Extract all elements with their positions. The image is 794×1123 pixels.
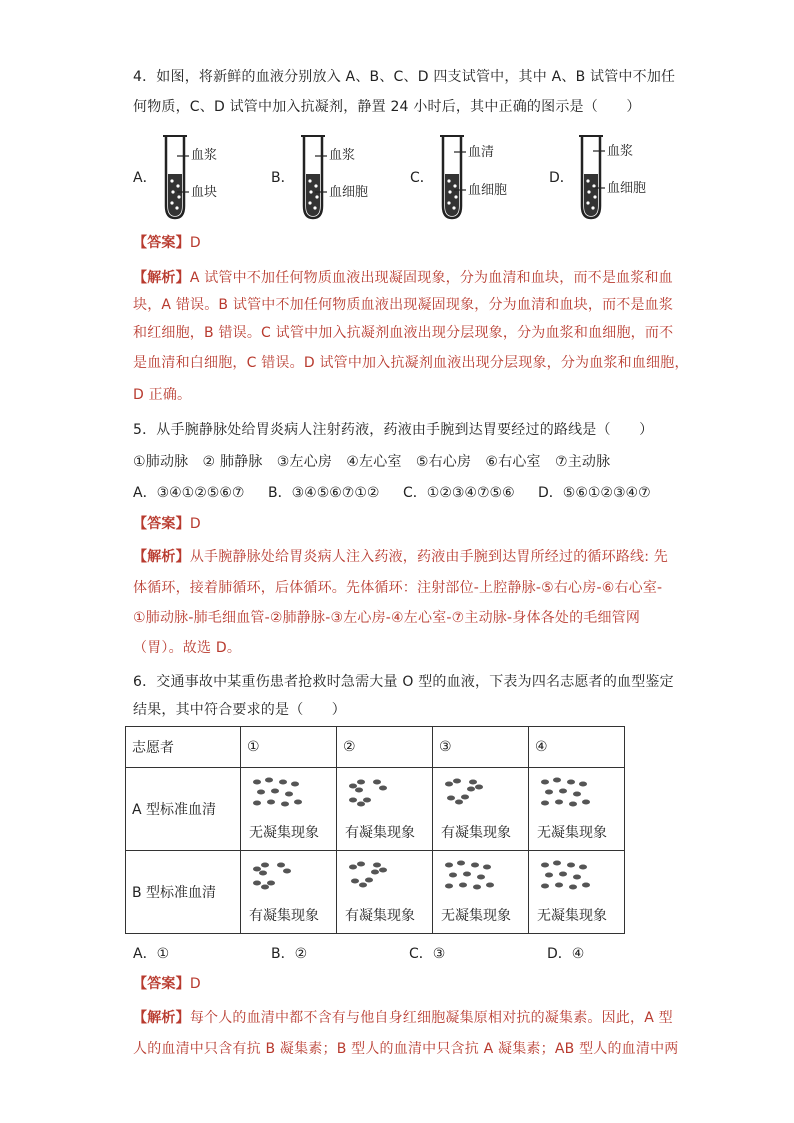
option-c: C．③ [409,946,446,962]
table-cell [433,851,529,934]
row-label: B 型标准血清 [126,851,241,934]
answer-value: D [189,976,201,992]
table-cell [241,851,337,934]
q5-items: ①肺动脉 ② 肺静脉 ③左心房 ④左心室 ⑤右心房 ⑥右心室 ⑦主动脉 [133,454,611,470]
test-tube-layered-icon [436,134,468,222]
scattered-cells-icon [539,776,593,812]
analysis-text: 从手腕静脉处给胃炎病人注入药液，药液由手腕到达胃所经过的循环路线: 先 [189,549,668,565]
clumped-cells-icon [251,859,305,895]
answer-value: D [189,516,201,532]
q4-analysis-line3: 和红细胞，B 错误。C 试管中加入抗凝剂血液出现分层现象，分为血浆和血细胞，而不 [133,325,674,341]
analysis-tag: 【解析】 [133,1010,190,1026]
tube-figure-d [549,134,659,224]
q4-answer [133,233,663,253]
table-cell [337,768,433,851]
tube-top-label: 血浆 [607,144,634,159]
tube-bottom-label: 血细胞 [607,181,647,196]
q4-analysis-line4: 是血清和白细胞，C 错误。D 试管中加入抗凝剂血液出现分层现象，分为血浆和血细胞， [133,355,689,371]
tube-letter: A． [133,170,157,186]
table-header-row [126,727,625,768]
table-header-cell: ④ [529,727,625,768]
table-header-cell: ② [337,727,433,768]
tube-bottom-label: 血细胞 [329,185,369,200]
scattered-cells-icon [443,859,497,895]
cell-result: 有凝集现象 [345,825,415,841]
table-cell [433,768,529,851]
cell-result: 无凝集现象 [537,825,607,841]
answer-tag: 【答案】 [133,235,190,251]
q4-analysis-line1 [133,268,673,288]
tube-figure-c [410,134,520,224]
q4-stem-line1: 4．如图，将新鲜的血液分别放入 A、B、C、D 四支试管中，其中 A、B 试管中不加任 [133,69,676,85]
option-d: D．⑤⑥①②③④⑦ [538,485,651,501]
q5-analysis-line1 [133,547,668,567]
q6-analysis-line1 [133,1008,673,1028]
tube-top-label: 血清 [468,145,495,160]
tube-letter: D． [549,170,574,186]
cell-result: 无凝集现象 [537,908,607,924]
answer-tag: 【答案】 [133,976,190,992]
table-cell [337,851,433,934]
table-row [126,768,625,851]
tube-bottom-label: 血细胞 [468,183,508,198]
q5-analysis-line3: ①肺动脉-肺毛细血管-②肺静脉-③左心房-④左心室-⑦主动脉-身体各处的毛细管网 [133,610,641,626]
test-tube-layered-icon [575,134,607,222]
cell-result: 有凝集现象 [345,908,415,924]
blood-type-table [125,726,625,934]
option-b: B．② [271,946,308,962]
table-cell [529,768,625,851]
option-a: A．① [133,946,170,962]
tube-letter: C． [410,170,434,186]
q6-answer [133,974,663,994]
q4-analysis-line5: D 正确。 [133,387,192,403]
tube-letter: B． [271,170,295,186]
q6-analysis-line2: 人的血清中只含有抗 B 凝集素；B 型人的血清中只含抗 A 凝集素；AB 型人的血清中两 [133,1041,679,1057]
clumped-cells-icon [347,776,401,812]
q5-answer [133,514,663,534]
answer-value: D [189,235,201,251]
cell-result: 无凝集现象 [249,825,319,841]
test-tube-clot-icon [159,134,191,222]
q4-stem-line2: 何物质，C、D 试管中加入抗凝剂，静置 24 小时后，其中正确的图示是（ ） [133,99,641,115]
clumped-cells-icon [347,859,401,895]
option-c: C．①②③④⑦⑤⑥ [403,485,515,501]
option-a: A．③④①②⑤⑥⑦ [133,485,245,501]
tube-bottom-label: 血块 [191,185,218,200]
q6-stem-line2: 结果，其中符合要求的是（ ） [133,702,346,718]
analysis-tag: 【解析】 [133,549,190,565]
option-b: B．③④⑤⑥⑦①② [268,485,380,501]
table-row [126,851,625,934]
analysis-text: 每个人的血清中都不含有与他自身红细胞凝集原相对抗的凝集素。因此，A 型 [189,1010,673,1026]
analysis-tag: 【解析】 [133,270,190,286]
tube-figure-b [271,134,381,224]
table-header-cell: 志愿者 [126,727,241,768]
table-cell [241,768,337,851]
option-d: D．④ [547,946,585,962]
analysis-text: A 试管中不加任何物质血液出现凝固现象，分为血清和血块，而不是血浆和血 [189,270,673,286]
table-header-cell: ① [241,727,337,768]
q5-analysis-line4: （胃）。故选 D。 [133,640,242,656]
q5-stem: 5．从手腕静脉处给胃炎病人注射药液，药液由手腕到达胃要经过的路线是（ ） [133,422,654,438]
tube-top-label: 血浆 [329,148,356,163]
tube-figure-a [133,134,243,224]
test-tube-layered-icon [297,134,329,222]
q6-stem-line1: 6．交通事故中某重伤患者抢救时急需大量 O 型的血液，下表为四名志愿者的血型鉴定 [133,674,674,690]
cell-result: 有凝集现象 [441,825,511,841]
q4-analysis-line2: 块，A 错误。B 试管中不加任何物质血液出现凝固现象，分为血清和血块，而不是血浆 [133,297,674,313]
tube-top-label: 血浆 [191,148,218,163]
table-cell [529,851,625,934]
clumped-cells-icon [443,776,497,812]
answer-tag: 【答案】 [133,516,190,532]
q5-analysis-line2: 体循环，接着肺循环，后体循环。先体循环：注射部位-上腔静脉-⑤右心房-⑥右心室- [133,580,663,596]
row-label: A 型标准血清 [126,768,241,851]
scattered-cells-icon [539,859,593,895]
table-header-cell: ③ [433,727,529,768]
cell-result: 有凝集现象 [249,908,319,924]
scattered-cells-icon [251,776,305,812]
cell-result: 无凝集现象 [441,908,511,924]
